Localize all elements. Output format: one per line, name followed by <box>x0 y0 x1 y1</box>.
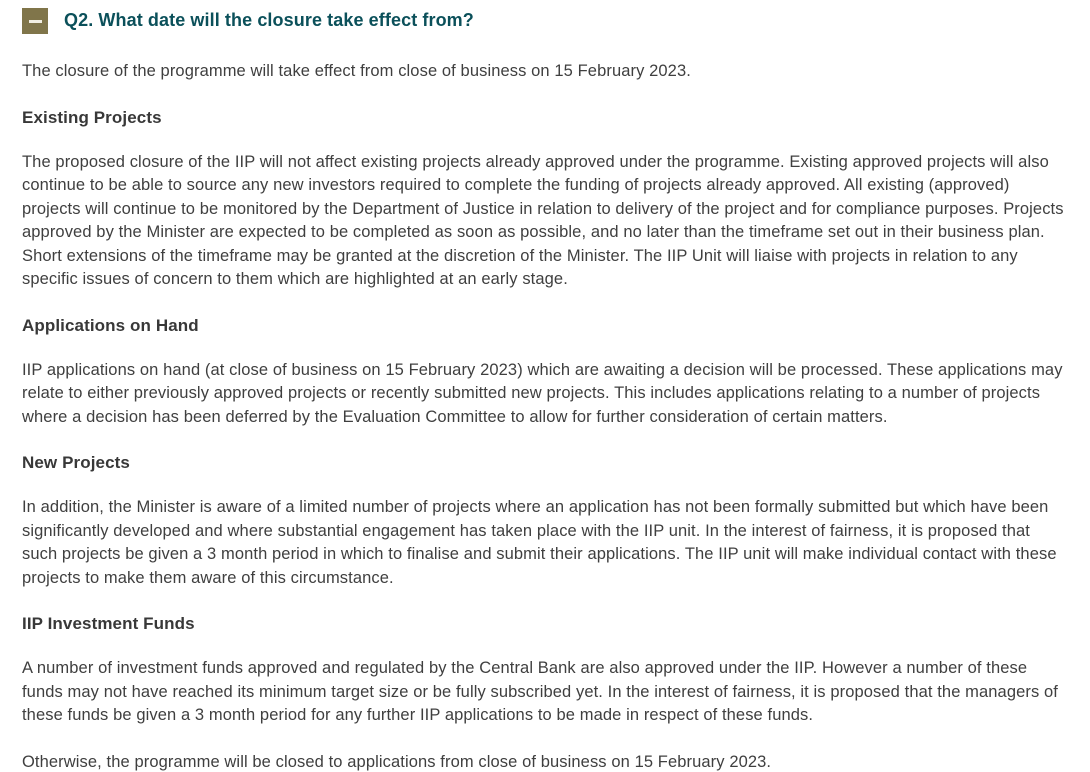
section-heading-new-projects: New Projects <box>22 453 130 472</box>
collapse-toggle-button[interactable] <box>22 8 48 34</box>
existing-projects-paragraph: The proposed closure of the IIP will not affect existing projects already approved under the programme. Existing approved projects will also continue to be able to source any new investors required to complete the funding of projects already approved. All existing (approved) projects will continue to be monitored by the Department of Justice in relation to delivery of the project and for compliance purposes. Projects approved by the Minister are expected to be completed as soon as possible, and no later than the timeframe set out in their business plan. Short extensions of the timeframe may be granted at the discretion of the Minister. The IIP Unit will liaise with projects in relation to any specific issues of concern to them which are highlighted at an early stage. <box>22 152 1064 288</box>
minus-icon <box>29 20 42 23</box>
accordion-header[interactable] <box>22 8 1068 34</box>
outro-paragraph: Otherwise, the programme will be closed to applications from close of business on 15 February 2023. <box>22 752 772 771</box>
section-heading-existing-projects: Existing Projects <box>22 107 162 127</box>
section-heading-applications-on-hand: Applications on Hand <box>22 315 199 335</box>
iip-investment-funds-paragraph: A number of investment funds approved and regulated by the Central Bank are also approved under the IIP. However a number of these funds may not have reached its minimum target size or be fully subscribed yet. In the interest of fairness, it is proposed that the managers of these funds be given a 3 month period for any further IIP applications to be made in respect of these funds. <box>22 659 1058 724</box>
question-title: Q2. What date will the closure take effect from? <box>64 10 474 31</box>
intro-paragraph: The closure of the programme will take effect from close of business on 15 February 2023. <box>22 62 691 80</box>
new-projects-paragraph: In addition, the Minister is aware of a limited number of projects where an application has not been formally submitted but which have been significantly developed and where substantial engagement has taken place with the IIP unit. In the interest of fairness, it is proposed that such projects be given a 3 month period in which to finalise and submit their applications. The IIP unit will make individual contact with these projects to make them aware of this circumstance. <box>22 498 1057 587</box>
answer-body <box>22 60 1068 772</box>
section-heading-iip-investment-funds: IIP Investment Funds <box>22 614 195 633</box>
applications-on-hand-paragraph: IIP applications on hand (at close of business on 15 February 2023) which are awaiting a decision will be processed. These applications may relate to either previously approved projects or recently submitted new projects. This includes applications relating to a number of projects where a decision has been deferred by the Evaluation Committee to allow for further consideration of certain matters. <box>22 360 1063 426</box>
